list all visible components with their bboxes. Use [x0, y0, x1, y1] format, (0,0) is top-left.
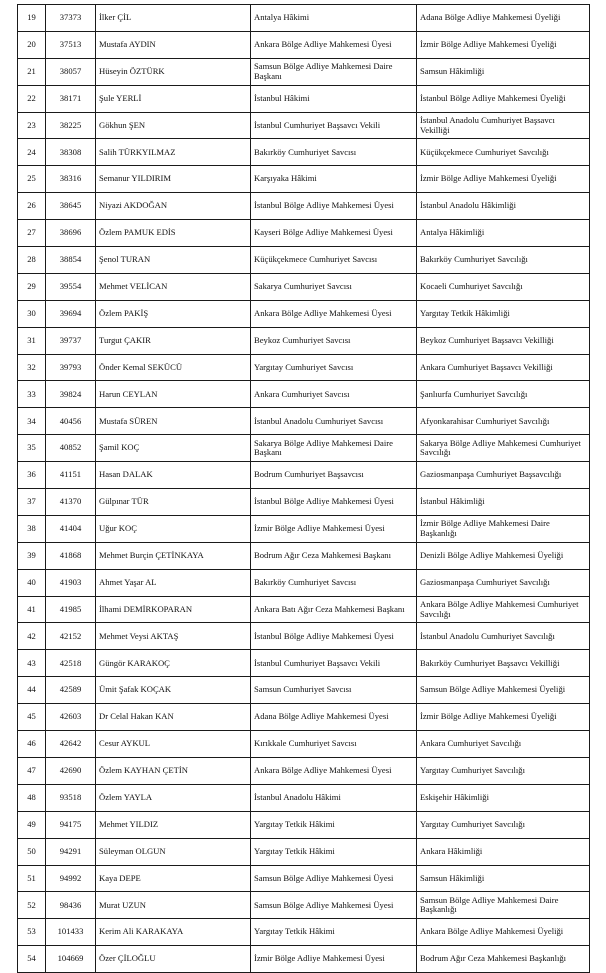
table-row	[18, 220, 590, 247]
row-number: 36	[18, 462, 46, 489]
registry-number: 93518	[46, 784, 96, 811]
current-position: Kayseri Bölge Adliye Mahkemesi Üyesi	[251, 220, 417, 247]
person-name: Ahmet Yaşar AL	[96, 569, 251, 596]
row-number: 21	[18, 58, 46, 85]
new-position: Adana Bölge Adliye Mahkemesi Üyeliği	[417, 5, 590, 32]
current-position: İstanbul Cumhuriyet Başsavcı Vekili	[251, 650, 417, 677]
new-position: Ankara Cumhuriyet Savcılığı	[417, 731, 590, 758]
registry-number: 37373	[46, 5, 96, 32]
person-name: Kaya DEPE	[96, 865, 251, 892]
table-row	[18, 462, 590, 489]
row-number: 50	[18, 838, 46, 865]
row-number: 19	[18, 5, 46, 32]
new-position: İstanbul Hâkimliği	[417, 489, 590, 516]
person-name: Mehmet Veysi AKTAŞ	[96, 623, 251, 650]
row-number: 24	[18, 139, 46, 166]
registry-number: 40456	[46, 408, 96, 435]
person-name: Salih TÜRKYILMAZ	[96, 139, 251, 166]
new-position: Yargıtay Cumhuriyet Savcılığı	[417, 757, 590, 784]
registry-number: 94291	[46, 838, 96, 865]
current-position: İzmir Bölge Adliye Mahkemesi Üyesi	[251, 946, 417, 973]
table-row	[18, 946, 590, 973]
table-row	[18, 85, 590, 112]
person-name: Hüseyin ÖZTÜRK	[96, 58, 251, 85]
current-position: İstanbul Anadolu Cumhuriyet Savcısı	[251, 408, 417, 435]
person-name: Turgut ÇAKIR	[96, 327, 251, 354]
current-position: Ankara Bölge Adliye Mahkemesi Üyesi	[251, 300, 417, 327]
current-position: Sakarya Bölge Adliye Mahkemesi Daire Başkanı	[251, 435, 417, 462]
table-row	[18, 31, 590, 58]
table-row	[18, 892, 590, 919]
registry-number: 42589	[46, 677, 96, 704]
table-row	[18, 5, 590, 32]
person-name: Şenol TURAN	[96, 247, 251, 274]
person-name: Önder Kemal SEKÜCÜ	[96, 354, 251, 381]
row-number: 27	[18, 220, 46, 247]
new-position: Yargıtay Cumhuriyet Savcılığı	[417, 811, 590, 838]
table-row	[18, 569, 590, 596]
row-number: 30	[18, 300, 46, 327]
new-position: Antalya Hâkimliği	[417, 220, 590, 247]
row-number: 31	[18, 327, 46, 354]
new-position: Sakarya Bölge Adliye Mahkemesi Cumhuriyet Savcılığı	[417, 435, 590, 462]
table-row	[18, 408, 590, 435]
table-row	[18, 247, 590, 274]
table-row	[18, 757, 590, 784]
current-position: Ankara Bölge Adliye Mahkemesi Üyesi	[251, 31, 417, 58]
current-position: Ankara Cumhuriyet Savcısı	[251, 381, 417, 408]
person-name: İlhami DEMİRKOPARAN	[96, 596, 251, 623]
row-number: 48	[18, 784, 46, 811]
registry-number: 41404	[46, 515, 96, 542]
registry-number: 38316	[46, 166, 96, 193]
registry-number: 38854	[46, 247, 96, 274]
person-name: Mehmet YILDIZ	[96, 811, 251, 838]
table-row	[18, 838, 590, 865]
row-number: 42	[18, 623, 46, 650]
registry-number: 41985	[46, 596, 96, 623]
row-number: 28	[18, 247, 46, 274]
registry-number: 41868	[46, 542, 96, 569]
person-name: Mustafa AYDIN	[96, 31, 251, 58]
row-number: 53	[18, 919, 46, 946]
new-position: Şanlıurfa Cumhuriyet Savcılığı	[417, 381, 590, 408]
current-position: Samsun Cumhuriyet Savcısı	[251, 677, 417, 704]
current-position: Samsun Bölge Adliye Mahkemesi Üyesi	[251, 892, 417, 919]
table-row	[18, 650, 590, 677]
new-position: İzmir Bölge Adliye Mahkemesi Üyeliği	[417, 31, 590, 58]
table-row	[18, 300, 590, 327]
current-position: Samsun Bölge Adliye Mahkemesi Üyesi	[251, 865, 417, 892]
person-name: Süleyman OLGUN	[96, 838, 251, 865]
row-number: 43	[18, 650, 46, 677]
document-page	[17, 4, 589, 973]
new-position: Denizli Bölge Adliye Mahkemesi Üyeliği	[417, 542, 590, 569]
person-name: Harun CEYLAN	[96, 381, 251, 408]
current-position: Ankara Bölge Adliye Mahkemesi Üyesi	[251, 757, 417, 784]
person-name: Murat UZUN	[96, 892, 251, 919]
person-name: Mehmet VELİCAN	[96, 273, 251, 300]
person-name: Güngör KARAKOÇ	[96, 650, 251, 677]
person-name: Özlem KAYHAN ÇETİN	[96, 757, 251, 784]
person-name: Semanur YILDIRIM	[96, 166, 251, 193]
registry-number: 42603	[46, 704, 96, 731]
row-number: 46	[18, 731, 46, 758]
table-row	[18, 112, 590, 139]
new-position: Bodrum Ağır Ceza Mahkemesi Başkanlığı	[417, 946, 590, 973]
person-name: Şamil KOÇ	[96, 435, 251, 462]
new-position: Bakırköy Cumhuriyet Savcılığı	[417, 247, 590, 274]
new-position: Gaziosmanpaşa Cumhuriyet Başsavcılığı	[417, 462, 590, 489]
row-number: 40	[18, 569, 46, 596]
table-row	[18, 784, 590, 811]
registry-number: 42152	[46, 623, 96, 650]
row-number: 32	[18, 354, 46, 381]
table-row	[18, 139, 590, 166]
new-position: Kocaeli Cumhuriyet Savcılığı	[417, 273, 590, 300]
current-position: Bodrum Cumhuriyet Başsavcısı	[251, 462, 417, 489]
new-position: Gaziosmanpaşa Cumhuriyet Savcılığı	[417, 569, 590, 596]
current-position: Samsun Bölge Adliye Mahkemesi Daire Başkanı	[251, 58, 417, 85]
table-row	[18, 677, 590, 704]
new-position: Samsun Hâkimliği	[417, 865, 590, 892]
row-number: 49	[18, 811, 46, 838]
registry-number: 38057	[46, 58, 96, 85]
row-number: 47	[18, 757, 46, 784]
person-name: Şule YERLİ	[96, 85, 251, 112]
row-number: 41	[18, 596, 46, 623]
new-position: Ankara Bölge Adliye Mahkemesi Üyeliği	[417, 919, 590, 946]
table-row	[18, 193, 590, 220]
current-position: Karşıyaka Hâkimi	[251, 166, 417, 193]
row-number: 39	[18, 542, 46, 569]
table-row	[18, 919, 590, 946]
person-name: Özer ÇİLOĞLU	[96, 946, 251, 973]
registry-number: 104669	[46, 946, 96, 973]
table-row	[18, 704, 590, 731]
person-name: Niyazi AKDOĞAN	[96, 193, 251, 220]
person-name: Uğur KOÇ	[96, 515, 251, 542]
table-row	[18, 327, 590, 354]
registry-number: 38696	[46, 220, 96, 247]
person-name: Özlem YAYLA	[96, 784, 251, 811]
current-position: Ankara Batı Ağır Ceza Mahkemesi Başkanı	[251, 596, 417, 623]
registry-number: 40852	[46, 435, 96, 462]
person-name: Ümit Şafak KOÇAK	[96, 677, 251, 704]
appointment-table	[17, 4, 590, 973]
current-position: İstanbul Bölge Adliye Mahkemesi Üyesi	[251, 489, 417, 516]
registry-number: 41151	[46, 462, 96, 489]
person-name: Dr Celal Hakan KAN	[96, 704, 251, 731]
new-position: İstanbul Bölge Adliye Mahkemesi Üyeliği	[417, 85, 590, 112]
person-name: Gülpınar TÜR	[96, 489, 251, 516]
appointment-table-body	[18, 5, 590, 973]
table-row	[18, 273, 590, 300]
registry-number: 38171	[46, 85, 96, 112]
row-number: 38	[18, 515, 46, 542]
registry-number: 94175	[46, 811, 96, 838]
row-number: 33	[18, 381, 46, 408]
new-position: Eskişehir Hâkimliği	[417, 784, 590, 811]
new-position: Yargıtay Tetkik Hâkimliği	[417, 300, 590, 327]
table-row	[18, 435, 590, 462]
new-position: İstanbul Anadolu Hâkimliği	[417, 193, 590, 220]
table-row	[18, 515, 590, 542]
row-number: 26	[18, 193, 46, 220]
new-position: Bakırköy Cumhuriyet Başsavcı Vekilliği	[417, 650, 590, 677]
table-row	[18, 811, 590, 838]
person-name: İlker ÇİL	[96, 5, 251, 32]
new-position: Samsun Bölge Adliye Mahkemesi Üyeliği	[417, 677, 590, 704]
registry-number: 41903	[46, 569, 96, 596]
person-name: Kerim Ali KARAKAYA	[96, 919, 251, 946]
new-position: İzmir Bölge Adliye Mahkemesi Üyeliği	[417, 166, 590, 193]
new-position: Ankara Cumhuriyet Başsavcı Vekilliği	[417, 354, 590, 381]
current-position: İzmir Bölge Adliye Mahkemesi Üyesi	[251, 515, 417, 542]
new-position: İzmir Bölge Adliye Mahkemesi Daire Başkanlığı	[417, 515, 590, 542]
row-number: 37	[18, 489, 46, 516]
new-position: İstanbul Anadolu Cumhuriyet Başsavcı Vekilliği	[417, 112, 590, 139]
row-number: 45	[18, 704, 46, 731]
registry-number: 39554	[46, 273, 96, 300]
person-name: Özlem PAMUK EDİS	[96, 220, 251, 247]
table-row	[18, 865, 590, 892]
registry-number: 38308	[46, 139, 96, 166]
current-position: Antalya Hâkimi	[251, 5, 417, 32]
registry-number: 94992	[46, 865, 96, 892]
person-name: Gökhun ŞEN	[96, 112, 251, 139]
row-number: 23	[18, 112, 46, 139]
registry-number: 39737	[46, 327, 96, 354]
current-position: Sakarya Cumhuriyet Savcısı	[251, 273, 417, 300]
current-position: İstanbul Anadolu Hâkimi	[251, 784, 417, 811]
new-position: Ankara Bölge Adliye Mahkemesi Cumhuriyet Savcılığı	[417, 596, 590, 623]
row-number: 54	[18, 946, 46, 973]
row-number: 51	[18, 865, 46, 892]
registry-number: 39824	[46, 381, 96, 408]
table-row	[18, 489, 590, 516]
registry-number: 98436	[46, 892, 96, 919]
table-row	[18, 354, 590, 381]
new-position: Afyonkarahisar Cumhuriyet Savcılığı	[417, 408, 590, 435]
current-position: Kırıkkale Cumhuriyet Savcısı	[251, 731, 417, 758]
registry-number: 42690	[46, 757, 96, 784]
new-position: Beykoz Cumhuriyet Başsavcı Vekilliği	[417, 327, 590, 354]
new-position: İstanbul Anadolu Cumhuriyet Savcılığı	[417, 623, 590, 650]
row-number: 44	[18, 677, 46, 704]
row-number: 52	[18, 892, 46, 919]
new-position: Samsun Hâkimliği	[417, 58, 590, 85]
table-row	[18, 381, 590, 408]
row-number: 20	[18, 31, 46, 58]
new-position: Ankara Hâkimliği	[417, 838, 590, 865]
table-row	[18, 731, 590, 758]
current-position: Yargıtay Tetkik Hâkimi	[251, 919, 417, 946]
row-number: 25	[18, 166, 46, 193]
current-position: Yargıtay Tetkik Hâkimi	[251, 838, 417, 865]
person-name: Hasan DALAK	[96, 462, 251, 489]
person-name: Mehmet Burçin ÇETİNKAYA	[96, 542, 251, 569]
new-position: İzmir Bölge Adliye Mahkemesi Üyeliği	[417, 704, 590, 731]
registry-number: 38225	[46, 112, 96, 139]
registry-number: 38645	[46, 193, 96, 220]
registry-number: 42642	[46, 731, 96, 758]
new-position: Küçükçekmece Cumhuriyet Savcılığı	[417, 139, 590, 166]
table-row	[18, 596, 590, 623]
table-row	[18, 623, 590, 650]
current-position: Yargıtay Tetkik Hâkimi	[251, 811, 417, 838]
table-row	[18, 58, 590, 85]
table-row	[18, 542, 590, 569]
row-number: 35	[18, 435, 46, 462]
current-position: Bodrum Ağır Ceza Mahkemesi Başkanı	[251, 542, 417, 569]
current-position: Bakırköy Cumhuriyet Savcısı	[251, 139, 417, 166]
row-number: 34	[18, 408, 46, 435]
person-name: Cesur AYKUL	[96, 731, 251, 758]
registry-number: 39694	[46, 300, 96, 327]
row-number: 29	[18, 273, 46, 300]
current-position: İstanbul Cumhuriyet Başsavcı Vekili	[251, 112, 417, 139]
registry-number: 41370	[46, 489, 96, 516]
person-name: Özlem PAKİŞ	[96, 300, 251, 327]
current-position: Küçükçekmece Cumhuriyet Savcısı	[251, 247, 417, 274]
registry-number: 37513	[46, 31, 96, 58]
current-position: İstanbul Hâkimi	[251, 85, 417, 112]
table-row	[18, 166, 590, 193]
registry-number: 39793	[46, 354, 96, 381]
current-position: Bakırköy Cumhuriyet Savcısı	[251, 569, 417, 596]
current-position: İstanbul Bölge Adliye Mahkemesi Üyesi	[251, 193, 417, 220]
current-position: Yargıtay Cumhuriyet Savcısı	[251, 354, 417, 381]
current-position: Beykoz Cumhuriyet Savcısı	[251, 327, 417, 354]
current-position: Adana Bölge Adliye Mahkemesi Üyesi	[251, 704, 417, 731]
new-position: Samsun Bölge Adliye Mahkemesi Daire Başkanlığı	[417, 892, 590, 919]
current-position: İstanbul Bölge Adliye Mahkemesi Üyesi	[251, 623, 417, 650]
person-name: Mustafa SÜREN	[96, 408, 251, 435]
registry-number: 42518	[46, 650, 96, 677]
registry-number: 101433	[46, 919, 96, 946]
row-number: 22	[18, 85, 46, 112]
